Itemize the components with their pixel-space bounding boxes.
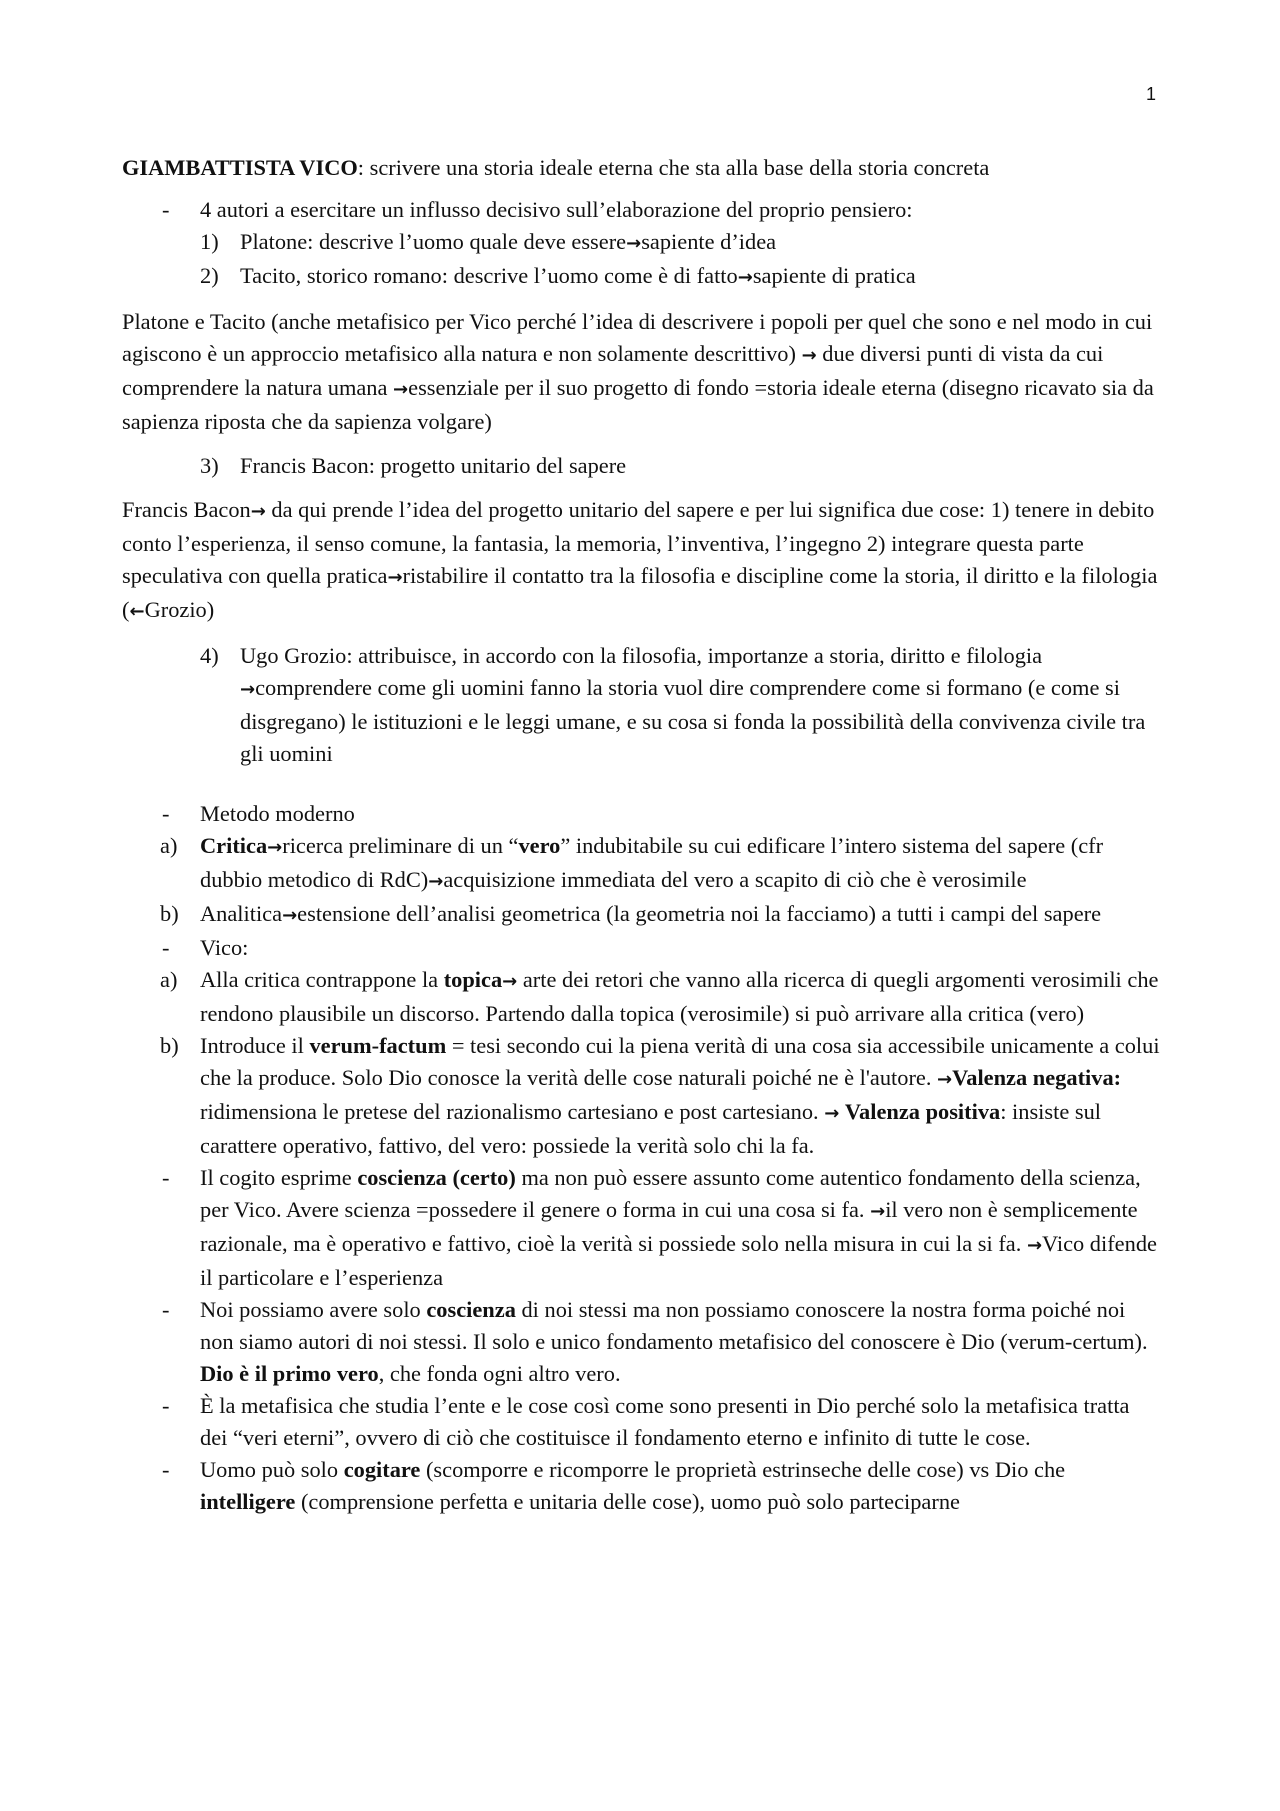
- list-item-platone: 1) Platone: descrive l’uomo quale deve essere→sapiente d’idea: [200, 229, 777, 254]
- arrow-right-icon: →: [737, 267, 753, 288]
- arrow-right-icon: →: [502, 971, 518, 992]
- list-item-cogitare: - Uomo può solo cogitare (scomporre e ricomporre le proprietà estrinseche delle cose) vs Dio che intelligere (comprensione perfetta e unitaria delle cose), uomo può solo parteciparne: [162, 1457, 1066, 1514]
- list-item-metodo-moderno: - Metodo moderno: [162, 801, 355, 826]
- list-item-cogito: - Il cogito esprime coscienza (certo) ma non può essere assunto come autentico fondamento della scienza, per Vico. Avere scienza =possedere il genere o forma in cui una cosa si fa. →il vero non è semplicemente razionale, ma è operativo e fattivo, cioè la verità si possiede solo nella misura in cui la si fa. →Vico difende il particolare e l’esperienza: [162, 1165, 1157, 1290]
- arrow-right-icon: →: [937, 1069, 953, 1090]
- arrow-right-icon: →: [824, 1103, 840, 1124]
- list-item-critica: a) Critica→ricerca preliminare di un “vero” indubitabile su cui edificare l’intero sistema del sapere (cfr dubbio metodico di RdC)→acquisizione immediata del vero a scapito di ciò che è verosimile: [160, 833, 1104, 892]
- list-item-vico: - Vico:: [162, 935, 249, 960]
- arrow-right-icon: →: [240, 679, 256, 700]
- list-item-analitica: b) Analitica→estensione dell’analisi geometrica (la geometria noi la facciamo) a tutti i campi del sapere: [160, 901, 1102, 926]
- arrow-right-icon: →: [267, 837, 283, 858]
- arrow-left-icon: ←: [129, 601, 145, 622]
- document-title: [122, 152, 1162, 184]
- list-item-authors-intro: - 4 autori a esercitare un influsso decisivo sull’elaborazione del proprio pensiero:: [162, 197, 913, 222]
- list-item-metafisica: - È la metafisica che studia l’ente e le cose così come sono presenti in Dio perché solo la metafisica tratta dei “veri eterni”, ovvero di ciò che costituisce il fondamento eterno e infinito di tutte le cose.: [162, 1393, 1130, 1450]
- arrow-right-icon: →: [801, 345, 817, 366]
- arrow-right-icon: →: [428, 871, 444, 892]
- list-item-grozio: 4) Ugo Grozio: attribuisce, in accordo con la filosofia, importanze a storia, diritto e filologia →comprendere come gli uomini fanno la storia vuol dire comprendere come si formano (e come si disgregano) le istituzioni e le leggi umane, e su cosa si fonda la possibilità della convivenza civile tra gli uomini: [200, 643, 1146, 766]
- document-body: [122, 152, 1162, 1518]
- list-item-coscienza: - Noi possiamo avere solo coscienza di noi stessi ma non possiamo conoscere la nostra forma poiché noi non siamo autori di noi stessi. Il solo e unico fondamento metafisico del conoscere è Dio (verum-certum). Dio è il primo vero, che fonda ogni altro vero.: [162, 1297, 1148, 1386]
- paragraph-bacon: Francis Bacon→ da qui prende l’idea del progetto unitario del sapere e per lui significa due cose: 1) tenere in debito conto l’esperienza, il senso comune, la fantasia, la memoria, l’inventiva, l’ingegno 2) integrare questa parte speculativa con quella pratica→ristabilire il contatto tra la filosofia e discipline come la storia, il diritto e la filologia (←Grozio): [122, 497, 1158, 622]
- arrow-right-icon: →: [1026, 1235, 1043, 1256]
- arrow-right-icon: →: [393, 379, 409, 400]
- title-subtitle: : scrivere una storia ideale eterna che sta alla base della storia concreta: [357, 155, 990, 180]
- page-number: 1: [1146, 84, 1157, 104]
- list-item-bacon: 3) Francis Bacon: progetto unitario del sapere: [200, 453, 627, 478]
- list-item-verum-factum: b) Introduce il verum-factum = tesi secondo cui la piena verità di una cosa sia accessibile unicamente a colui che la produce. Solo Dio conosce la verità delle cose naturali poiché ne è l'autore. →Valenza negativa: ridimensiona le pretese del razionalismo cartesiano e post cartesiano. → Valenza positiva: insiste sul carattere operativo, fattivo, del vero: possiede la verità solo chi la fa.: [160, 1033, 1160, 1158]
- arrow-right-icon: →: [870, 1201, 886, 1222]
- list-item-topica: a) Alla critica contrappone la topica→ arte dei retori che vanno alla ricerca di quegli argomenti verosimili che rendono plausibile un discorso. Partendo dalla topica (verosimile) si può arrivare alla critica (vero): [160, 967, 1159, 1026]
- arrow-right-icon: →: [387, 567, 403, 588]
- arrow-right-icon: →: [250, 501, 266, 522]
- list-item-tacito: 2) Tacito, storico romano: descrive l’uomo come è di fatto→sapiente di pratica: [200, 263, 916, 288]
- paragraph-platone-tacito: Platone e Tacito (anche metafisico per Vico perché l’idea di descrivere i popoli per quel che sono e nel modo in cui agiscono è un approccio metafisico alla natura e non solamente descrittivo) → due diversi punti di vista da cui comprendere la natura umana →essenziale per il suo progetto di fondo =storia ideale eterna (disegno ricavato sia da sapienza riposta che da sapienza volgare): [122, 309, 1154, 434]
- arrow-right-icon: →: [282, 905, 298, 926]
- arrow-right-icon: →: [626, 233, 642, 254]
- title-name: GIAMBATTISTA VICO: [122, 155, 358, 180]
